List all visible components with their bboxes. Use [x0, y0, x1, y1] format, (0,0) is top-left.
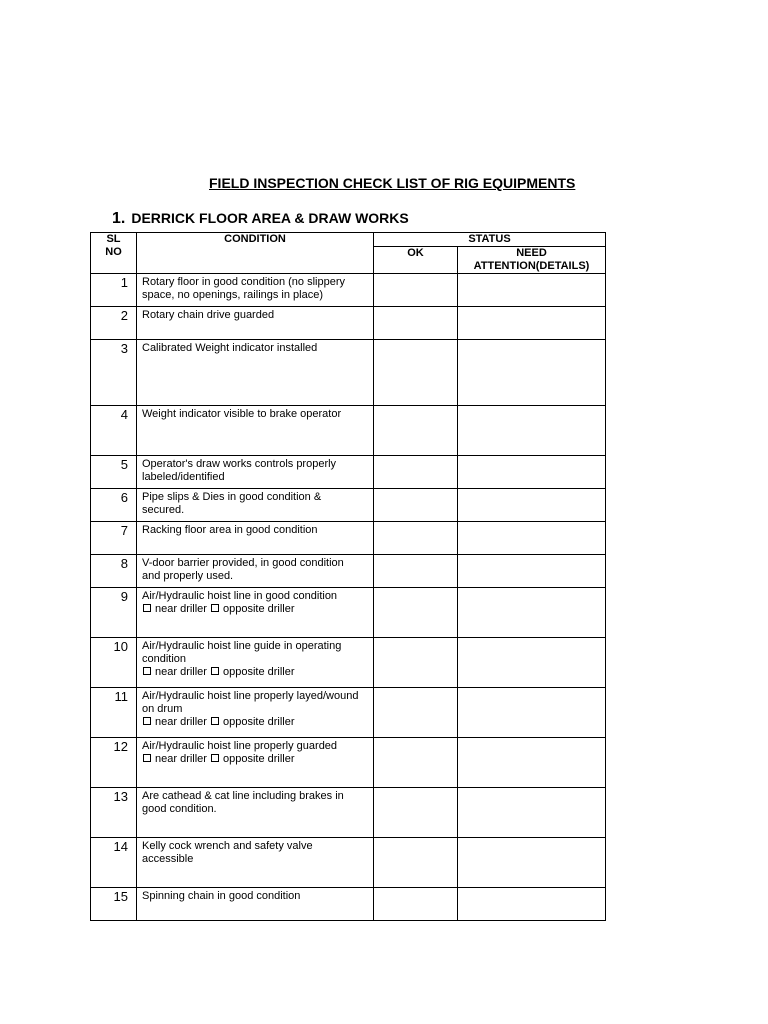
near-driller-label: near driller: [155, 603, 207, 615]
table-row: [91, 888, 606, 921]
table-row: [91, 489, 606, 522]
row-condition: [137, 788, 374, 838]
table-row: [91, 788, 606, 838]
row-need-attention-cell[interactable]: [458, 588, 606, 638]
near-driller-label: near driller: [155, 716, 207, 728]
row-ok-cell[interactable]: [374, 838, 458, 888]
header-sl-no: [91, 233, 137, 274]
row-ok-cell[interactable]: [374, 307, 458, 340]
row-sl-no: 5: [91, 456, 137, 489]
condition-text: Air/Hydraulic hoist line guide in operating: [142, 640, 342, 652]
opposite-driller-label: opposite driller: [222, 666, 295, 678]
table-row: [91, 406, 606, 456]
row-ok-cell[interactable]: [374, 274, 458, 307]
opposite-driller-checkbox[interactable]: [211, 667, 219, 675]
condition-text: Calibrated Weight indicator installed: [142, 342, 318, 354]
header-condition: CONDITION: [137, 233, 374, 274]
condition-text: accessible: [142, 853, 194, 865]
row-ok-cell[interactable]: [374, 588, 458, 638]
row-sl-no: 3: [91, 340, 137, 406]
opposite-driller-label: opposite driller: [222, 603, 295, 615]
row-ok-cell[interactable]: [374, 638, 458, 688]
row-ok-cell[interactable]: [374, 522, 458, 555]
row-condition: [137, 489, 374, 522]
near-driller-checkbox[interactable]: [143, 717, 151, 725]
condition-text: on drum: [142, 703, 183, 715]
section-heading: [112, 210, 409, 228]
table-row: [91, 456, 606, 489]
row-condition: [137, 838, 374, 888]
document-title: FIELD INSPECTION CHECK LIST OF RIG EQUIPMENTS: [209, 175, 576, 191]
header-need-line2: ATTENTION(DETAILS): [473, 260, 590, 272]
table-row: [91, 555, 606, 588]
condition-text: Operator's draw works controls properly: [142, 458, 337, 470]
row-condition: [137, 406, 374, 456]
row-sl-no: 1: [91, 274, 137, 307]
row-condition: [137, 888, 374, 921]
row-sl-no: 7: [91, 522, 137, 555]
row-condition: [137, 307, 374, 340]
table-row: [91, 688, 606, 738]
row-condition: [137, 456, 374, 489]
row-need-attention-cell[interactable]: [458, 738, 606, 788]
condition-text: condition: [142, 653, 187, 665]
header-need-attention: [458, 247, 606, 274]
table-row: [91, 274, 606, 307]
table-row: [91, 307, 606, 340]
near-driller-checkbox[interactable]: [143, 667, 151, 675]
row-need-attention-cell[interactable]: [458, 307, 606, 340]
near-driller-checkbox[interactable]: [143, 604, 151, 612]
row-ok-cell[interactable]: [374, 406, 458, 456]
row-need-attention-cell[interactable]: [458, 406, 606, 456]
section-number: 1.: [112, 210, 126, 227]
condition-text: Air/Hydraulic hoist line properly guarded: [142, 740, 338, 752]
row-need-attention-cell[interactable]: [458, 838, 606, 888]
row-sl-no: 2: [91, 307, 137, 340]
row-need-attention-cell[interactable]: [458, 555, 606, 588]
condition-text: Spinning chain in good condition: [142, 890, 301, 902]
row-ok-cell[interactable]: [374, 688, 458, 738]
header-ok: OK: [374, 247, 458, 274]
row-need-attention-cell[interactable]: [458, 788, 606, 838]
near-driller-checkbox[interactable]: [143, 754, 151, 762]
condition-text: Air/Hydraulic hoist line properly layed/wound: [142, 690, 359, 702]
row-sl-no: 8: [91, 555, 137, 588]
table-row: [91, 588, 606, 638]
row-need-attention-cell[interactable]: [458, 638, 606, 688]
row-condition: [137, 522, 374, 555]
condition-text: Rotary chain drive guarded: [142, 309, 275, 321]
row-ok-cell[interactable]: [374, 340, 458, 406]
header-sl-line1: SL: [106, 233, 121, 245]
row-need-attention-cell[interactable]: [458, 274, 606, 307]
opposite-driller-checkbox[interactable]: [211, 717, 219, 725]
row-sl-no: 12: [91, 738, 137, 788]
row-ok-cell[interactable]: [374, 555, 458, 588]
condition-text: Racking floor area in good condition: [142, 524, 318, 536]
row-ok-cell[interactable]: [374, 788, 458, 838]
table-row: [91, 838, 606, 888]
condition-text: secured.: [142, 504, 185, 516]
opposite-driller-checkbox[interactable]: [211, 754, 219, 762]
condition-text: space, no openings, railings in place): [142, 289, 324, 301]
row-need-attention-cell[interactable]: [458, 489, 606, 522]
row-ok-cell[interactable]: [374, 888, 458, 921]
row-condition: [137, 274, 374, 307]
row-need-attention-cell[interactable]: [458, 522, 606, 555]
row-sl-no: 13: [91, 788, 137, 838]
table-row: [91, 522, 606, 555]
row-need-attention-cell[interactable]: [458, 456, 606, 489]
driller-options: [142, 716, 368, 729]
row-condition: [137, 688, 374, 738]
condition-text: Air/Hydraulic hoist line in good condition: [142, 590, 338, 602]
row-sl-no: 4: [91, 406, 137, 456]
condition-text: good condition.: [142, 803, 217, 815]
header-need-line1: NEED: [516, 247, 547, 259]
near-driller-label: near driller: [155, 753, 207, 765]
row-ok-cell[interactable]: [374, 738, 458, 788]
row-ok-cell[interactable]: [374, 456, 458, 489]
row-sl-no: 14: [91, 838, 137, 888]
condition-text: Kelly cock wrench and safety valve: [142, 840, 313, 852]
row-sl-no: 9: [91, 588, 137, 638]
driller-options: [142, 666, 368, 679]
opposite-driller-label: opposite driller: [222, 716, 295, 728]
table-row: [91, 638, 606, 688]
row-need-attention-cell[interactable]: [458, 688, 606, 738]
row-need-attention-cell[interactable]: [458, 340, 606, 406]
inspection-table: [90, 232, 606, 921]
row-sl-no: 11: [91, 688, 137, 738]
condition-text: Rotary floor in good condition (no slippery: [142, 276, 346, 288]
condition-text: labeled/identified: [142, 471, 225, 483]
condition-text: Weight indicator visible to brake operator: [142, 408, 342, 420]
condition-text: V-door barrier provided, in good condition: [142, 557, 344, 569]
row-condition: [137, 555, 374, 588]
row-sl-no: 15: [91, 888, 137, 921]
opposite-driller-label: opposite driller: [222, 753, 295, 765]
condition-text: Pipe slips & Dies in good condition &: [142, 491, 322, 503]
section-title: DERRICK FLOOR AREA & DRAW WORKS: [131, 210, 409, 226]
condition-text: and properly used.: [142, 570, 234, 582]
row-need-attention-cell[interactable]: [458, 888, 606, 921]
row-ok-cell[interactable]: [374, 489, 458, 522]
row-sl-no: 10: [91, 638, 137, 688]
driller-options: [142, 603, 368, 616]
header-status: STATUS: [374, 233, 606, 247]
row-condition: [137, 588, 374, 638]
table-row: [91, 340, 606, 406]
opposite-driller-checkbox[interactable]: [211, 604, 219, 612]
table-row: [91, 738, 606, 788]
row-condition: [137, 638, 374, 688]
row-sl-no: 6: [91, 489, 137, 522]
condition-text: Are cathead & cat line including brakes in: [142, 790, 344, 802]
row-condition: [137, 738, 374, 788]
driller-options: [142, 753, 368, 766]
header-sl-line2: NO: [105, 246, 122, 258]
near-driller-label: near driller: [155, 666, 207, 678]
row-condition: [137, 340, 374, 406]
